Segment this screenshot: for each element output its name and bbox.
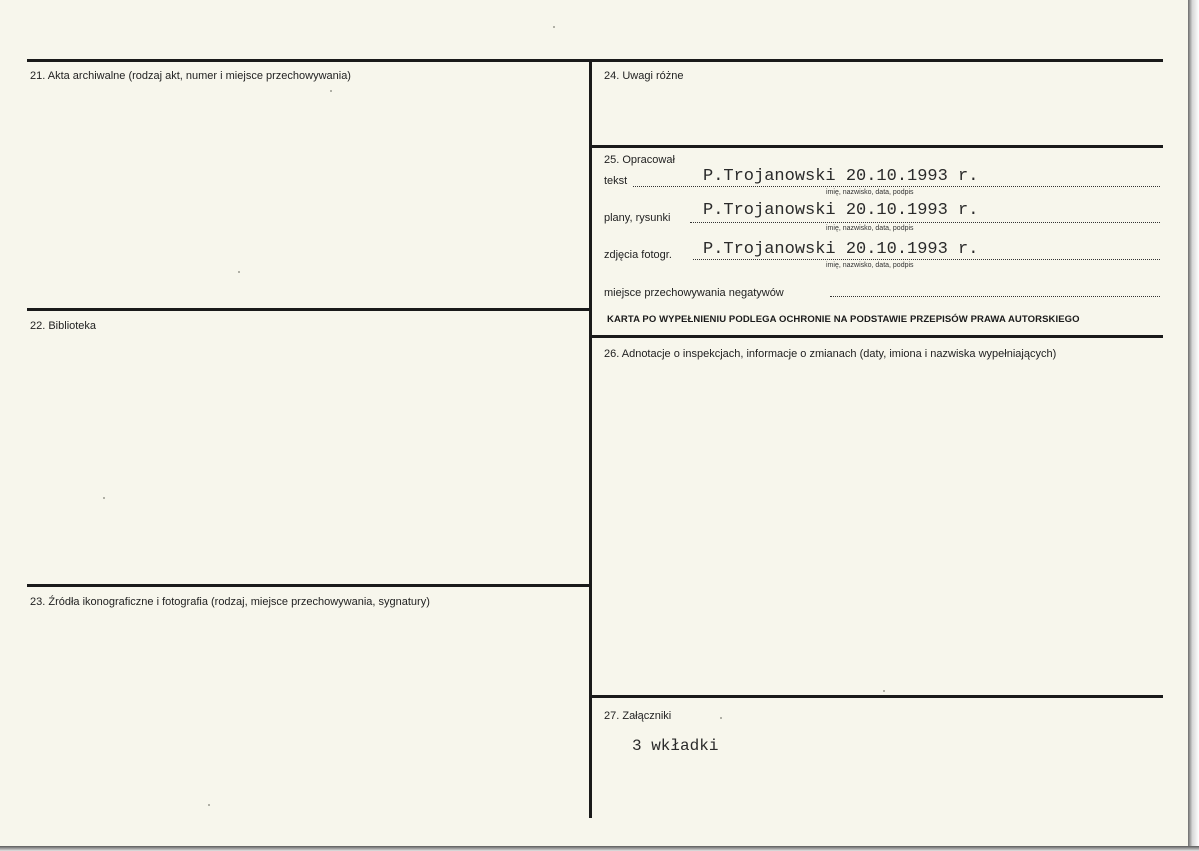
author-plans-caption: imię, nazwisko, data, podpis bbox=[826, 225, 914, 232]
paper-speck bbox=[103, 497, 105, 499]
paper-speck bbox=[553, 26, 555, 28]
author-photos-dotted-line bbox=[693, 259, 1160, 260]
section-27-label: 27. Załączniki bbox=[604, 710, 672, 722]
vertical-divider bbox=[589, 59, 592, 818]
section-22-label: 22. Biblioteka bbox=[30, 320, 97, 332]
top-rule bbox=[27, 59, 1163, 62]
section-21-label: 21. Akta archiwalne (rodzaj akt, numer i miejsce przechowywania) bbox=[30, 70, 351, 82]
scan-edge-right bbox=[1188, 0, 1199, 851]
section-25-label: 25. Opracował bbox=[604, 154, 675, 166]
section-26-label: 26. Adnotacje o inspekcjach, informacje o zmianach (daty, imiona i nazwiska wypełniających) bbox=[604, 348, 1057, 360]
section-22-rule bbox=[27, 308, 590, 311]
paper-speck bbox=[720, 717, 722, 719]
section-23-label: 23. Źródła ikonograficzne i fotografia (rodzaj, miejsce przechowywania, sygnatury) bbox=[30, 596, 430, 608]
author-text-caption: imię, nazwisko, data, podpis bbox=[826, 189, 914, 196]
paper-speck bbox=[330, 90, 332, 92]
section-27-rule bbox=[592, 695, 1163, 698]
paper-speck bbox=[238, 271, 240, 273]
author-photos-label: zdjęcia fotogr. bbox=[604, 249, 672, 261]
author-photos-caption: imię, nazwisko, data, podpis bbox=[826, 262, 914, 269]
section-26-rule bbox=[592, 335, 1163, 338]
author-text-label: tekst bbox=[604, 175, 628, 187]
author-text-value: P.Trojanowski 20.10.1993 r. bbox=[703, 167, 979, 186]
author-plans-dotted-line bbox=[690, 222, 1160, 223]
author-text-dotted-line bbox=[633, 186, 1160, 187]
scan-edge-bottom bbox=[0, 846, 1199, 851]
attachments-value: 3 wkładki bbox=[632, 737, 719, 755]
author-plans-value: P.Trojanowski 20.10.1993 r. bbox=[703, 201, 979, 220]
copyright-notice: KARTA PO WYPEŁNIENIU PODLEGA OCHRONIE NA PODSTAWIE PRZEPISÓW PRAWA AUTORSKIEGO bbox=[607, 314, 1080, 325]
section-24-label: 24. Uwagi różne bbox=[604, 70, 684, 82]
paper-speck bbox=[208, 804, 210, 806]
author-plans-label: plany, rysunki bbox=[604, 212, 671, 224]
negatives-label: miejsce przechowywania negatywów bbox=[604, 287, 784, 299]
negatives-dotted-line bbox=[830, 296, 1160, 297]
section-23-rule bbox=[27, 584, 590, 587]
paper-speck bbox=[883, 690, 885, 692]
section-25-rule bbox=[592, 145, 1163, 148]
author-photos-value: P.Trojanowski 20.10.1993 r. bbox=[703, 240, 979, 259]
